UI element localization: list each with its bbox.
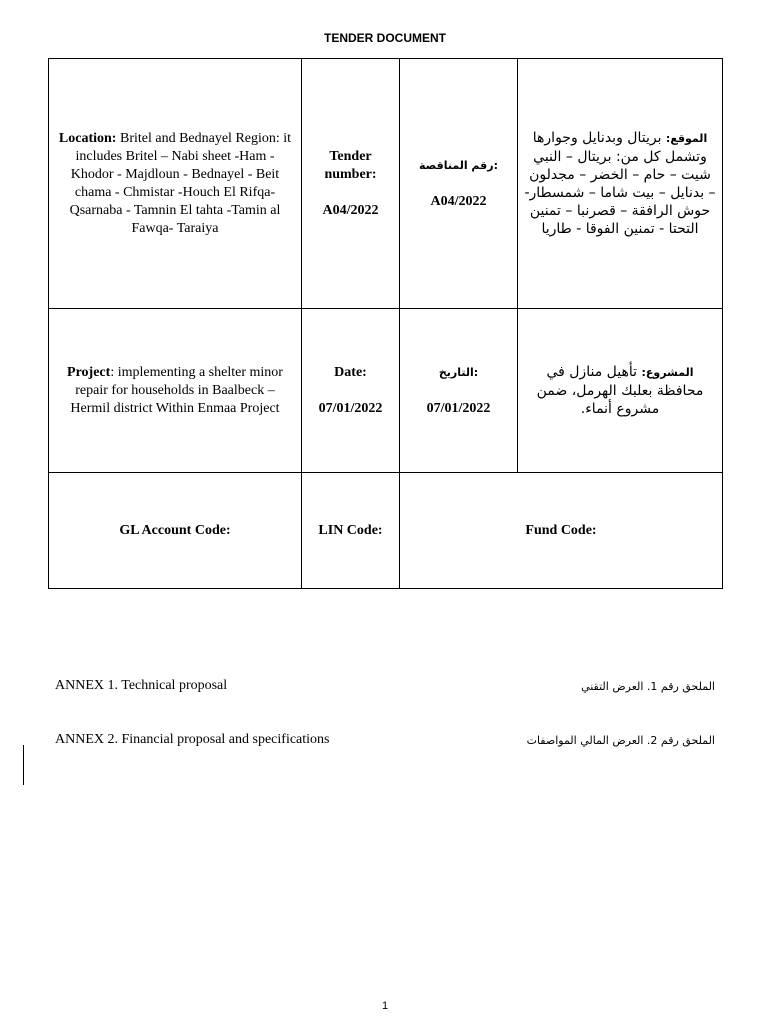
date-ar-label: التاريخ: (438, 365, 479, 379)
location-cell (49, 59, 302, 309)
gl-account-cell: GL Account Code: (49, 473, 302, 589)
tender-number-value: A04/2022 (322, 202, 379, 218)
document-title: TENDER DOCUMENT (324, 31, 446, 45)
page-number: 1 (381, 1000, 389, 1012)
tender-number-ar-cell (400, 59, 518, 309)
location-ar-label: الموقع: (665, 132, 708, 145)
location-text: Britel and Bednayel Region: it includes Britel – Nabi sheet -Ham -Khodor - Majdloun - Bednayel - Beit chama - Chmistar -Houch El Rifqa- Qsarnaba - Tamnin El tahta -Tamin al Fawqa- Taraiya (69, 130, 292, 236)
fund-code-cell: Fund Code: (400, 473, 723, 589)
location-ar-text: بريتال وبدنايل وجوارها وتشمل كل من: بريتال – النبي شيت – حام – الخضر – مجدلون – بدنايل – بيت شاما – شمسطار- حوش الرافقة – قصرنبا – تمنين التحتا - تمنين الفوقا - طاريا (524, 130, 716, 237)
text-cursor (23, 745, 24, 785)
date-cell (302, 309, 400, 473)
tender-number-ar-value: A04/2022 (430, 193, 487, 209)
date-value: 07/01/2022 (318, 400, 383, 416)
date-ar-value: 07/01/2022 (426, 400, 491, 416)
date-ar-cell (400, 309, 518, 473)
project-ar-label: المشروع: (641, 366, 694, 379)
annex-1-label: ANNEX 1. Technical proposal (55, 678, 228, 693)
tender-number-ar-label: رقم المناقصة: (418, 158, 498, 172)
annex-2-label: ANNEX 2. Financial proposal and specifications (55, 732, 330, 747)
project-label: Project (67, 364, 111, 380)
table-row (49, 309, 723, 473)
tender-info-table (48, 58, 723, 589)
date-label: Date: (334, 364, 367, 380)
location-label: Location: (58, 130, 117, 146)
tender-number-cell (302, 59, 400, 309)
project-text: : implementing a shelter minor repair for households in Baalbeck – Hermil district Within Enmaa Project (70, 364, 283, 416)
table-row (49, 473, 723, 589)
table-row (49, 59, 723, 309)
project-ar-cell (518, 309, 723, 473)
tender-number-label: Tender number: (324, 148, 377, 182)
project-cell (49, 309, 302, 473)
location-ar-cell (518, 59, 723, 309)
project-ar-text: تأهيل منازل في محافظة بعلبك الهرمل، ضمن مشروع أنماء. (536, 364, 704, 417)
annex-1-arabic-label: الملحق رقم 1. العرض التقني (581, 680, 715, 693)
lin-code-cell: LIN Code: (302, 473, 400, 589)
annex-2-arabic-label: الملحق رقم 2. العرض المالي المواصفات (526, 734, 715, 747)
